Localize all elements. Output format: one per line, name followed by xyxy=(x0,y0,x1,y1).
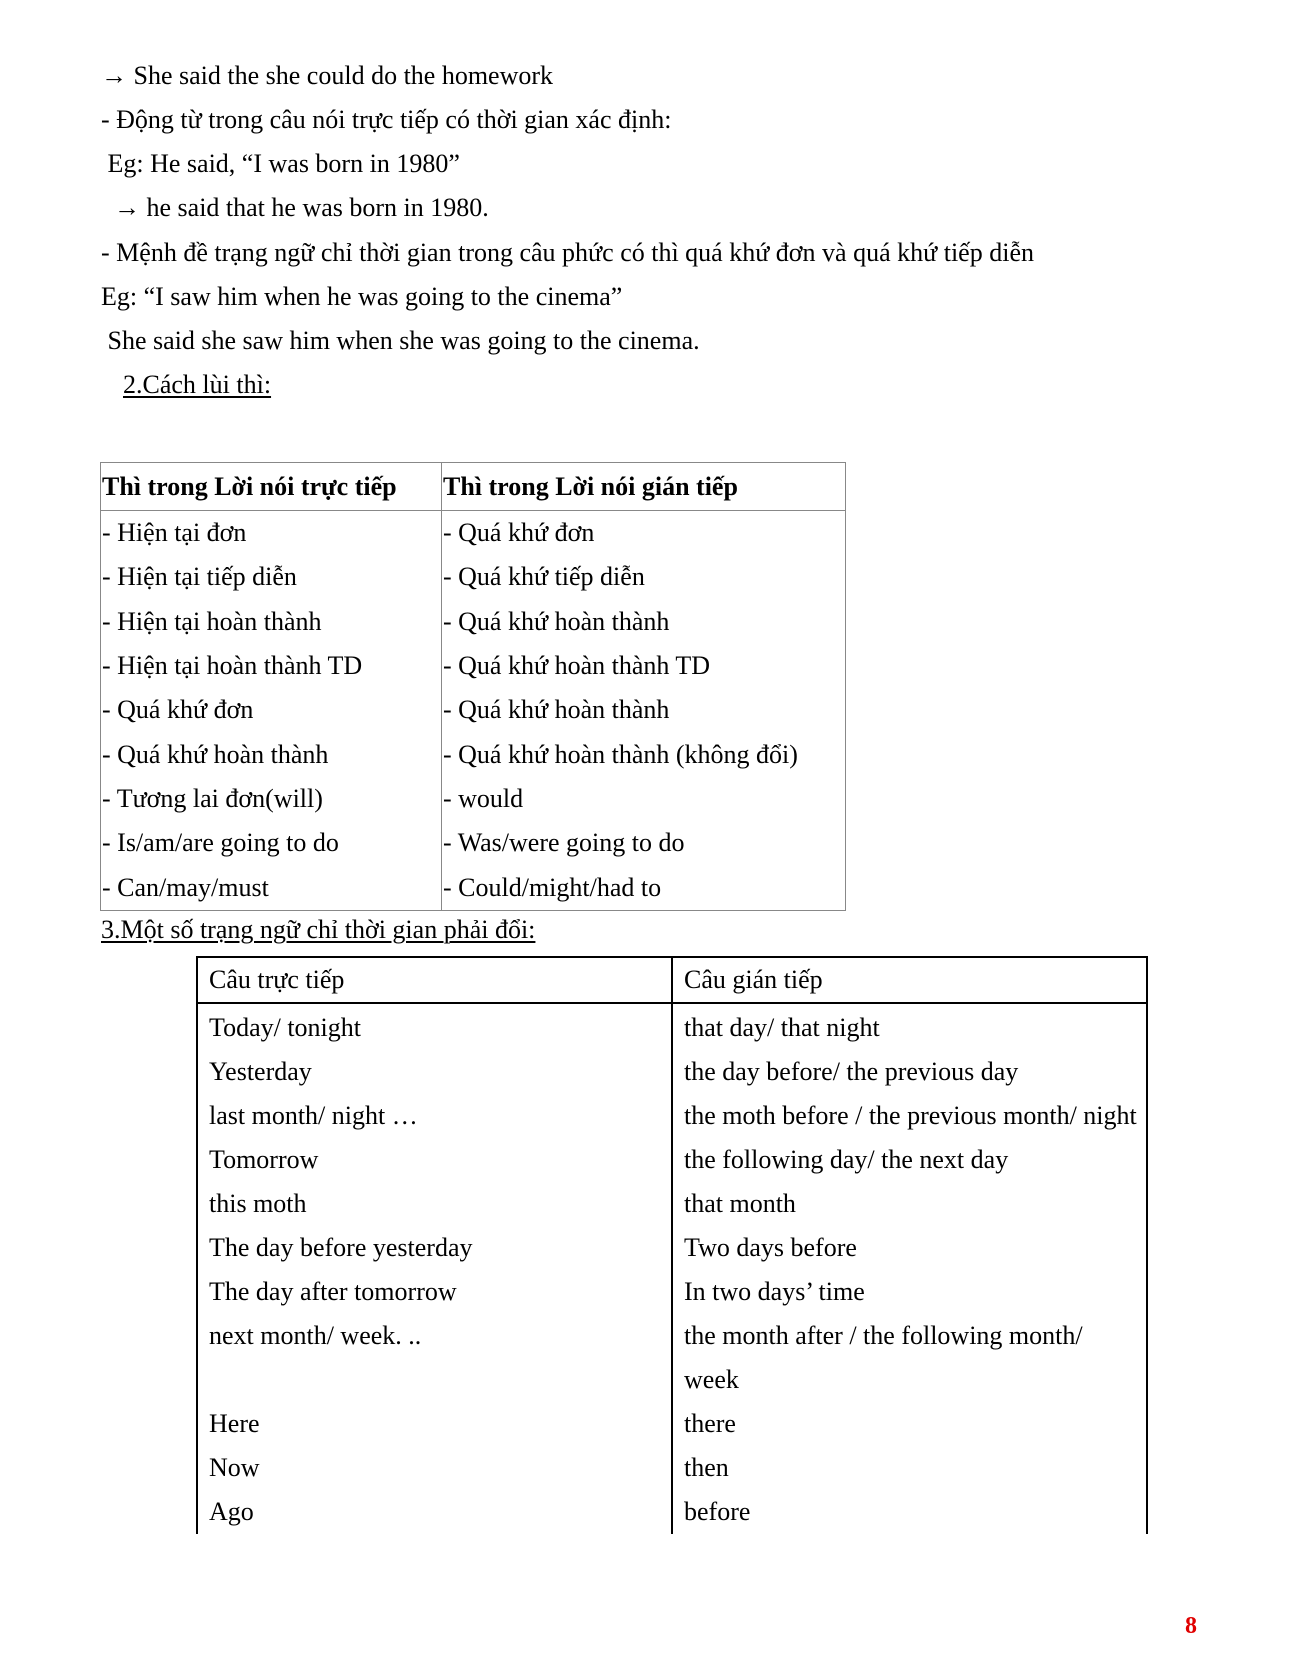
table-row xyxy=(197,1270,1147,1314)
header-indirect-speech: Thì trong Lời nói gián tiếp xyxy=(442,463,846,511)
header-direct: Câu trực tiếp xyxy=(197,957,672,1003)
table-row xyxy=(101,644,846,688)
direct-adverb: The day before yesterday xyxy=(197,1226,672,1270)
indirect-adverb: before xyxy=(684,1497,751,1526)
table-row xyxy=(197,1050,1147,1094)
time-adverb-table xyxy=(196,956,1148,1534)
indirect-adverb: there xyxy=(684,1409,736,1438)
table-row xyxy=(197,1490,1147,1534)
indirect-adverb: the following day/ the next day xyxy=(684,1145,1009,1174)
indirect-adverb: the moth before / the previous month/ night xyxy=(684,1101,1137,1130)
section-2-heading: 2.Cách lùi thì: xyxy=(123,370,272,399)
page-number: 8 xyxy=(1185,1613,1197,1639)
direct-adverb: Tomorrow xyxy=(197,1138,672,1182)
direct-tense: - Hiện tại tiếp diễn xyxy=(101,555,442,599)
indirect-adverb: the month after / the following month/ week xyxy=(684,1321,1083,1394)
text-line-1: → She said the she could do the homework xyxy=(101,61,554,90)
table-row xyxy=(101,733,846,777)
table-row xyxy=(197,1182,1147,1226)
indirect-tense: - Quá khứ hoàn thành xyxy=(443,695,670,725)
table-row xyxy=(197,1003,1147,1050)
table-row xyxy=(101,511,846,556)
indirect-tense: - Quá khứ hoàn thành (không đổi) xyxy=(443,739,798,769)
direct-adverb: Here xyxy=(197,1402,672,1446)
indirect-adverb: the day before/ the previous day xyxy=(684,1057,1019,1086)
table-row xyxy=(101,777,846,821)
indirect-tense: - Could/might/had to xyxy=(443,872,662,902)
header-indirect: Câu gián tiếp xyxy=(672,957,1147,1003)
indirect-tense: - Quá khứ tiếp diễn xyxy=(443,562,645,592)
table-row xyxy=(197,1138,1147,1182)
indirect-adverb: Two days before xyxy=(684,1233,857,1262)
section-3-heading: 3.Một số trạng ngữ chỉ thời gian phải đổi: xyxy=(101,915,536,944)
direct-adverb: this moth xyxy=(197,1182,672,1226)
direct-adverb: The day after tomorrow xyxy=(197,1270,672,1314)
direct-tense: - Tương lai đơn(will) xyxy=(101,777,442,821)
direct-adverb: next month/ week. .. xyxy=(197,1314,672,1402)
table-row xyxy=(101,866,846,911)
indirect-adverb: that day/ that night xyxy=(684,1013,880,1042)
indirect-tense: - Quá khứ hoàn thành TD xyxy=(443,651,711,681)
tense-shift-table xyxy=(100,462,846,911)
text-line-2: - Động từ trong câu nói trực tiếp có thời gian xác định: xyxy=(101,105,672,134)
table-row xyxy=(101,688,846,732)
direct-tense: - Hiện tại hoàn thành xyxy=(101,600,442,644)
indirect-tense: - Quá khứ đơn xyxy=(443,518,595,548)
direct-tense: - Is/am/are going to do xyxy=(101,821,442,865)
direct-tense: - Hiện tại đơn xyxy=(101,511,442,556)
table-row xyxy=(101,555,846,599)
direct-tense: - Can/may/must xyxy=(101,866,442,911)
text-line-6: Eg: “I saw him when he was going to the cinema” xyxy=(101,282,623,311)
text-line-5: - Mệnh đề trạng ngữ chỉ thời gian trong câu phức có thì quá khứ đơn và quá khứ tiếp diễn xyxy=(101,238,1034,267)
table-header-row xyxy=(197,957,1147,1003)
direct-tense: - Hiện tại hoàn thành TD xyxy=(101,644,442,688)
direct-tense: - Quá khứ đơn xyxy=(101,688,442,732)
table-row xyxy=(197,1402,1147,1446)
table-row xyxy=(197,1314,1147,1402)
indirect-tense: - Quá khứ hoàn thành xyxy=(443,606,670,636)
direct-adverb: last month/ night … xyxy=(197,1094,672,1138)
text-line-7: She said she saw him when she was going to the cinema. xyxy=(101,326,700,355)
table-header-row xyxy=(101,463,846,511)
table-row xyxy=(197,1226,1147,1270)
table-row xyxy=(197,1094,1147,1138)
header-direct-speech: Thì trong Lời nói trực tiếp xyxy=(101,463,442,511)
direct-adverb: Now xyxy=(197,1446,672,1490)
indirect-adverb: that month xyxy=(684,1189,796,1218)
indirect-tense: - would xyxy=(443,784,524,814)
table-row xyxy=(101,821,846,865)
table-row xyxy=(101,600,846,644)
direct-tense: - Quá khứ hoàn thành xyxy=(101,733,442,777)
text-line-4: → he said that he was born in 1980. xyxy=(101,193,489,222)
direct-adverb: Today/ tonight xyxy=(197,1003,672,1050)
table-row xyxy=(197,1446,1147,1490)
direct-adverb: Ago xyxy=(197,1490,672,1534)
indirect-adverb: then xyxy=(684,1453,729,1482)
direct-adverb: Yesterday xyxy=(197,1050,672,1094)
indirect-tense: - Was/were going to do xyxy=(443,828,685,858)
text-line-3: Eg: He said, “I was born in 1980” xyxy=(101,149,460,178)
indirect-adverb: In two days’ time xyxy=(684,1277,865,1306)
